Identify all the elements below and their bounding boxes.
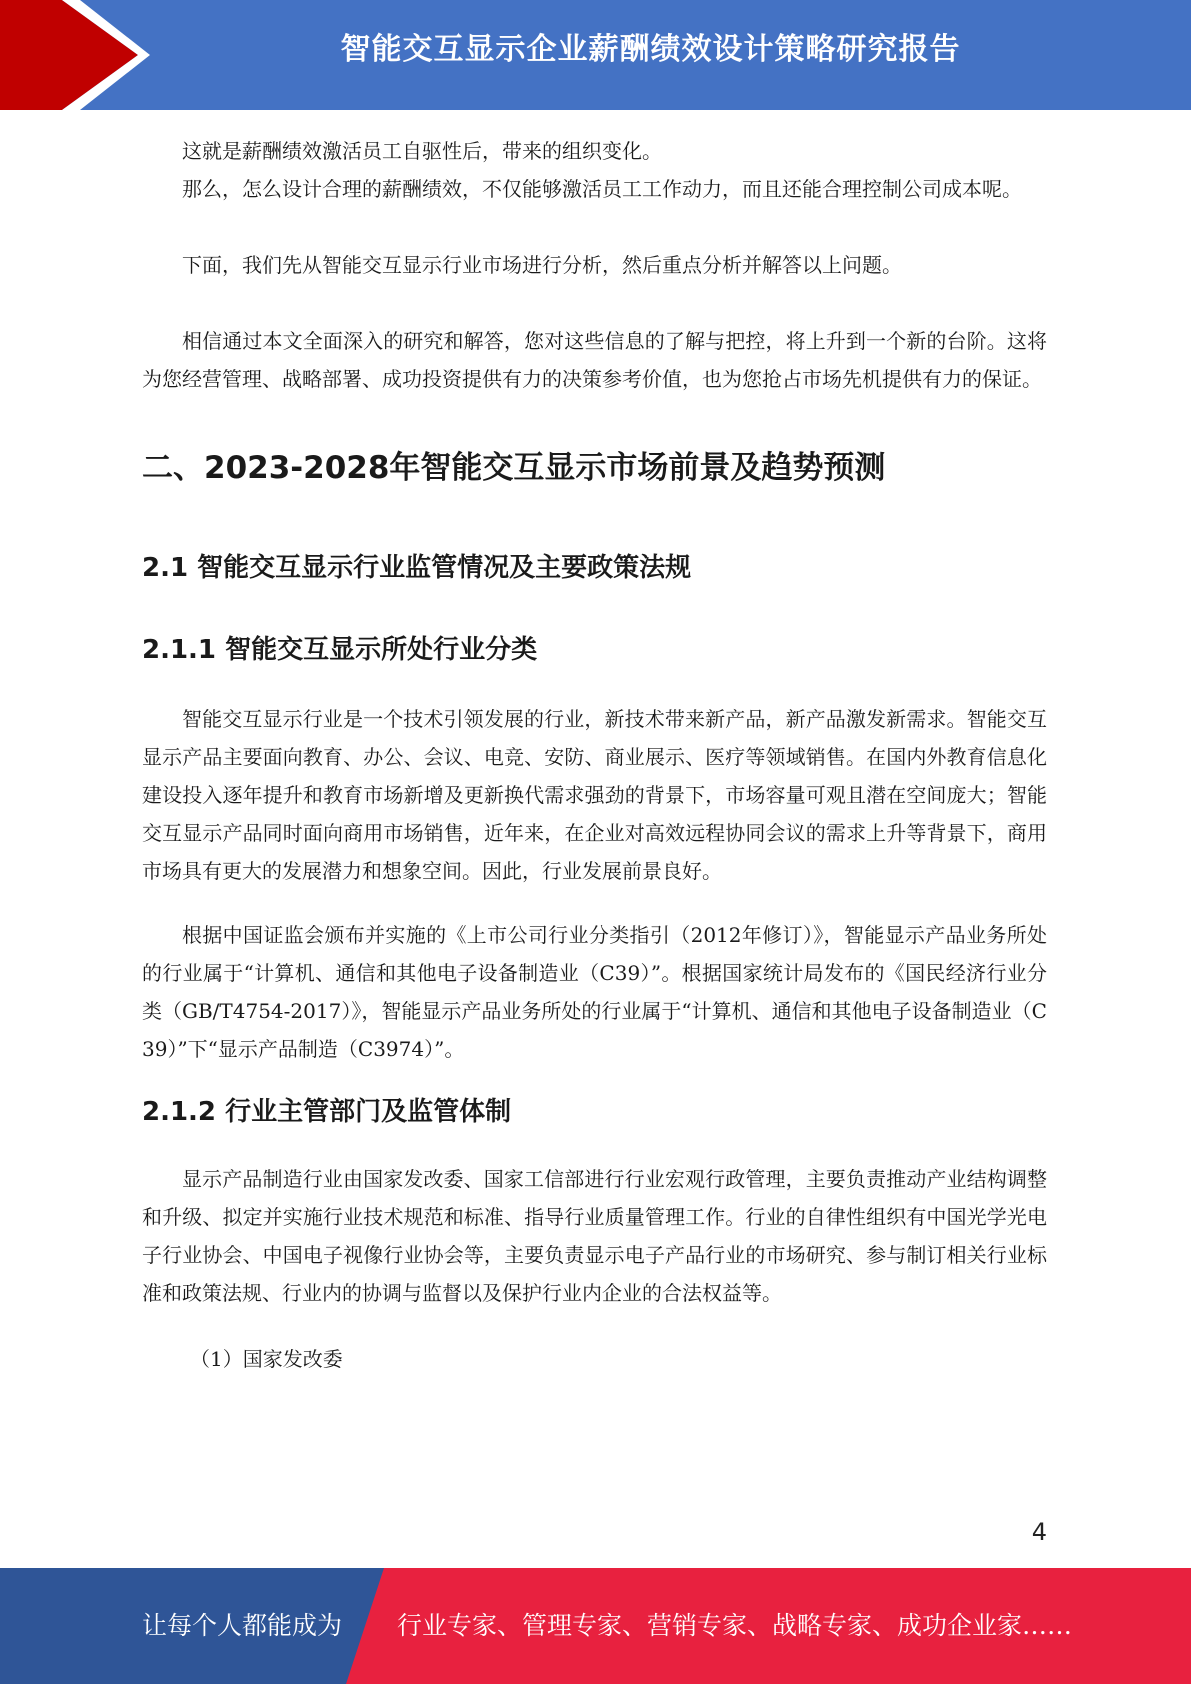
footer-slogan-right: 行业专家、管理专家、营销专家、战略专家、成功企业家…… xyxy=(397,1611,1073,1640)
section-2-heading: 二、2023-2028年智能交互显示市场前景及趋势预测 xyxy=(142,450,886,486)
page-footer xyxy=(0,1568,1191,1684)
intro-paragraph-1: 这就是薪酬绩效激活员工自驱性后，带来的组织变化。 xyxy=(182,139,662,163)
intro-paragraph-2: 那么，怎么设计合理的薪酬绩效，不仅能够激活员工工作动力，而且还能合理控制公司成本呢。 xyxy=(182,177,1022,201)
intro-paragraph-4: 相信通过本文全面深入的研究和解答，您对这些信息的了解与把控，将上升到一个新的台阶。这将为您经营管理、战略部署、成功投资提供有力的决策参考价值，也为您抢占市场先机提供有力的保证。 xyxy=(142,329,1047,391)
list-item-national-development-commission: （1）国家发改委 xyxy=(190,1347,343,1371)
section-2-1-2-heading: 2.1.2 行业主管部门及监管体制 xyxy=(142,1097,512,1127)
intro-paragraph-3: 下面，我们先从智能交互显示行业市场进行分析，然后重点分析并解答以上问题。 xyxy=(182,253,902,277)
section-2-1-heading: 2.1 智能交互显示行业监管情况及主要政策法规 xyxy=(142,553,692,583)
section-2-1-2-paragraph-1: 显示产品制造行业由国家发改委、国家工信部进行行业宏观行政管理，主要负责推动产业结构调整和升级、拟定并实施行业技术规范和标准、指导行业质量管理工作。行业的自律性组织有中国光学光电子行业协会、中国电子视像行业协会等，主要负责显示电子产品行业的市场研究、参与制订相关行业标准和政策法规、行业内的协调与监督以及保护行业内企业的合法权益等。 xyxy=(142,1167,1047,1305)
header-arrow-decoration xyxy=(0,0,160,110)
header-title: 智能交互显示企业薪酬绩效设计策略研究报告 xyxy=(340,32,961,67)
section-2-1-1-heading: 2.1.1 智能交互显示所处行业分类 xyxy=(142,635,538,665)
section-2-1-1-paragraph-2: 根据中国证监会颁布并实施的《上市公司行业分类指引（2012年修订）》，智能显示产品业务所处的行业属于“计算机、通信和其他电子设备制造业（C39）”。根据国家统计局发布的《国民经济行业分类（GB/T4754-2017）》，智能显示产品业务所处的行业属于“计算机、通信和其他电子设备制造业（C39）”下“显示产品制造（C3974）”。 xyxy=(142,923,1047,1061)
section-2-1-1-paragraph-1: 智能交互显示行业是一个技术引领发展的行业，新技术带来新产品，新产品激发新需求。智能交互显示产品主要面向教育、办公、会议、电竞、安防、商业展示、医疗等领域销售。在国内外教育信息化建设投入逐年提升和教育市场新增及更新换代需求强劲的背景下，市场容量可观且潜在空间庞大；智能交互显示产品同时面向商用市场销售，近年来，在企业对高效远程协同会议的需求上升等背景下，商用市场具有更大的发展潜力和想象空间。因此，行业发展前景良好。 xyxy=(142,707,1047,883)
page-number: 4 xyxy=(1031,1518,1047,1546)
footer-slogan-left: 让每个人都能成为 xyxy=(142,1611,343,1640)
document-body xyxy=(142,132,1047,1378)
page-header xyxy=(0,0,1191,110)
